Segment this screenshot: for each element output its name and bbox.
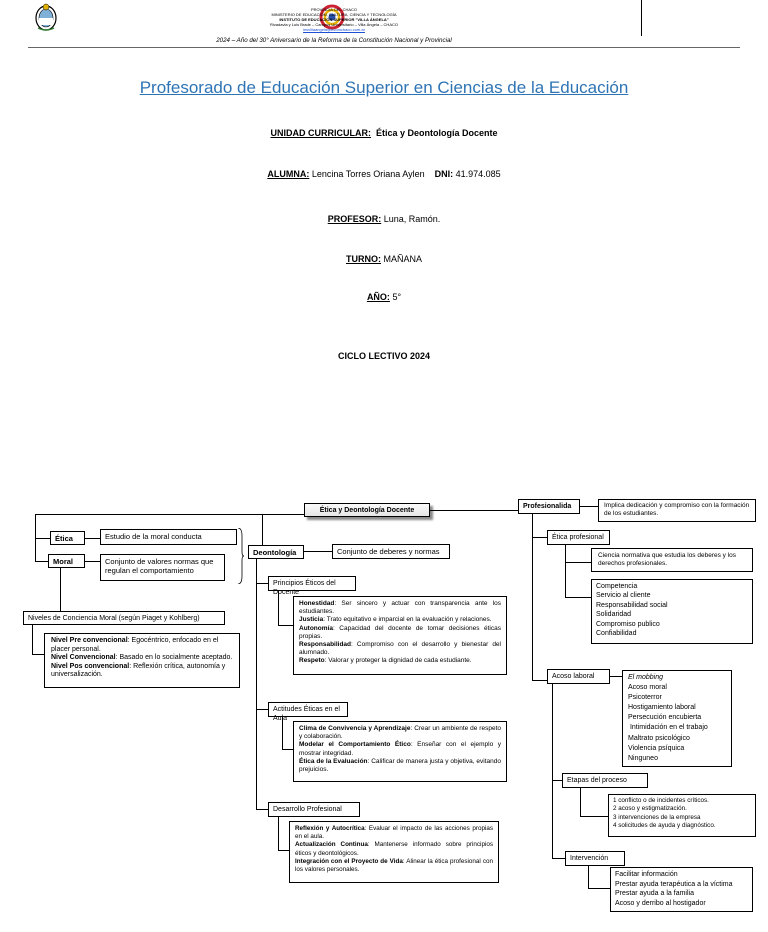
acoso-item: Hostigamiento laboral (628, 704, 696, 712)
acoso-item: Intimidación en el trabajo (628, 724, 708, 732)
etica-prof-item: Confiabilidad (596, 630, 637, 638)
acoso-item: Violencia psíquica (628, 744, 685, 752)
connector (565, 545, 566, 597)
etapas-item: 3 intervenciones de la empresa (613, 813, 701, 821)
acoso-item: Psicoterror (628, 694, 662, 702)
connector (256, 583, 268, 584)
desarrollo-item (295, 825, 493, 841)
principios-term-4: Responsabilidad (299, 641, 352, 649)
etica-prof-item: Servicio al cliente (596, 592, 651, 600)
connector (552, 858, 565, 859)
header-motto: 2024 – Año del 30° Aniversario de la Reforma de la Constitución Nacional y Provincial (216, 37, 452, 44)
principios-item (299, 616, 501, 624)
header-rule (28, 47, 740, 48)
anio-line (0, 292, 768, 302)
connector (278, 850, 289, 851)
acoso-item: Persecución encubierta (628, 714, 702, 722)
principios-node: Principios Éticos del Docente (268, 576, 356, 591)
connector (278, 625, 293, 626)
principios-item (299, 600, 501, 616)
connector (85, 561, 100, 562)
actitudes-item (299, 741, 501, 757)
etapas-item: 4 solicitudes de ayuda y diagnóstico. (613, 821, 716, 829)
desarrollo-term-2: Actualización Continua (295, 841, 368, 849)
desarrollo-node: Desarrollo Profesional (268, 802, 360, 817)
turno-line (0, 254, 768, 264)
connector (304, 551, 332, 552)
principios-text-4: : Compromiso con el desarrollo y bienestar del alumnado. (299, 641, 501, 657)
principios-item (299, 657, 501, 665)
intervencion-item: Prestar ayuda a la familia (615, 890, 694, 898)
principios-term-2: Justicia (299, 616, 324, 624)
niveles-item (51, 654, 233, 663)
etica-prof-item: Compromiso publico (596, 620, 660, 628)
unidad-value: Ética y Deontología Docente (375, 128, 498, 138)
actitudes-text-1: : Crear un ambiente de respeto y colaboración. (299, 725, 501, 741)
actitudes-item (299, 758, 501, 774)
turno-label: TURNO: (345, 254, 381, 264)
intervencion-list (610, 867, 753, 912)
principios-term-1: Honestidad (299, 600, 335, 607)
unidad-label: UNIDAD CURRICULAR: (270, 128, 371, 138)
connector (256, 709, 268, 710)
page-title: Profesorado de Educación Superior en Ciencias de la Educación (139, 78, 629, 97)
connector (552, 780, 562, 781)
desarrollo-text-2: : Mantenerse informado sobre principios éticos y deontológicos. (295, 841, 493, 857)
header-line-1: PROVINCIA DEL CHACO (310, 7, 358, 12)
acoso-item: Acoso moral (628, 684, 667, 692)
header-email-link[interactable]: iesvillaangela@ecomchaco.com.ar (303, 27, 365, 32)
principios-text-5: : Valorar y proteger la dignidad de cada estudiante. (324, 657, 472, 665)
connector (588, 888, 610, 889)
principios-term-5: Respeto (299, 657, 325, 665)
actitudes-term-3: Ética de la Evaluación (299, 757, 368, 765)
anio-label: AÑO: (366, 292, 390, 302)
deontologia-definition: Conjunto de deberes y normas (332, 544, 450, 559)
desarrollo-text-1: : Evaluar el impacto de las acciones propias en el aula. (295, 825, 494, 841)
etapas-item: 1 conflicto o de incidentes críticos. (613, 797, 709, 804)
institution-header (200, 7, 468, 32)
etapas-list (608, 794, 756, 837)
desarrollo-term-1: Reflexión y Autocrítica (295, 825, 365, 832)
principios-text-2: : Trato equitativo e imparcial en la evaluación y relaciones. (323, 616, 492, 624)
alumna-label: ALUMNA: (267, 169, 310, 179)
principios-item (299, 625, 501, 641)
profesionalidad-node: Profesionalida (518, 499, 580, 514)
connector (32, 625, 33, 654)
actitudes-term-2: Modelar el Comportamiento Ético (299, 741, 411, 749)
etica-node: Ética (50, 531, 85, 545)
intervencion-item: Acoso y derribo al hostigador (615, 899, 706, 907)
dni-value: 41.974.085 (455, 169, 501, 179)
connector (532, 680, 547, 681)
province-shield-logo (34, 2, 58, 32)
intervencion-item: Prestar ayuda terapéutica a la víctima (615, 880, 733, 888)
actitudes-text-2: : Enseñar con el ejemplo y mostrar integridad. (299, 741, 501, 757)
header-line-4: Rivadavia y Luis Brade – Campus Universitario – Villa Ángela – CHACO (270, 22, 398, 27)
acoso-item: El mobbing (628, 674, 664, 681)
etica-prof-item: Responsabilidad social (596, 601, 668, 609)
principios-list (293, 596, 507, 675)
niveles-node: Niveles de Conciencia Moral (según Piaget y Kohlberg) (23, 611, 225, 625)
acoso-laboral-node: Acoso laboral (547, 669, 610, 684)
connector (278, 591, 279, 625)
connector (580, 816, 608, 817)
turno-value: MAÑANA (383, 254, 423, 264)
profesionalidad-definition: Implica dedicación y compromiso con la formación de los estudiantes. (598, 499, 756, 522)
connector (532, 537, 547, 538)
acoso-item: Maltrato psicológico (628, 734, 690, 742)
alumna-line (0, 169, 768, 179)
principios-item (299, 641, 501, 657)
ciclo-lectivo: CICLO LECTIVO 2024 (337, 351, 431, 361)
connector (610, 676, 622, 677)
actitudes-node: Actitudes Éticas en el Aula (268, 702, 348, 717)
connector (282, 749, 293, 750)
anio-value: 5° (392, 292, 402, 302)
alumna-value: Lencina Torres Oriana Aylen (311, 169, 425, 179)
connector (35, 538, 50, 539)
moral-node: Moral (48, 554, 85, 568)
connector (565, 597, 591, 598)
connector (35, 514, 304, 515)
niveles-text-3: : Reflexión crítica, autonomía y universalización. (51, 662, 226, 678)
connector (85, 538, 100, 539)
connector (256, 559, 257, 810)
connector (262, 514, 263, 545)
connector (552, 684, 553, 858)
header-line-2: MINISTERIO DE EDUCACIÓN, CULTURA, CIENCIA Y TECNOLOGÍA (271, 12, 397, 17)
header-line-3: INSTITUTO DE EDUCACIÓN SUPERIOR "VILLA ÁNGELA" (279, 17, 389, 22)
profesor-value: Luna, Ramón. (383, 214, 441, 224)
unidad-curricular-line (0, 128, 768, 138)
acoso-laboral-list (622, 670, 732, 767)
niveles-term-3: Nivel Pos convencional (51, 662, 130, 670)
header-separator (641, 0, 642, 36)
principios-term-3: Autonomía (299, 624, 333, 632)
connector (430, 510, 518, 511)
connector (35, 561, 48, 562)
etica-profesional-node: Ética profesional (547, 530, 610, 545)
connector (565, 562, 591, 563)
dni-label: DNI: (434, 169, 454, 179)
connector (580, 506, 598, 507)
map-root-node: Ética y Deontología Docente (304, 503, 430, 517)
niveles-term-2: Nivel Convencional (51, 654, 116, 661)
etica-profesional-definition: Ciencia normativa que estudia los deberes y los derechos profesionales. (591, 548, 753, 572)
niveles-term-1: Nivel Pre convencional (51, 637, 128, 644)
niveles-list (44, 633, 240, 688)
etapas-node: Etapas del proceso (562, 773, 648, 788)
intervencion-item: Facilitar información (615, 871, 678, 878)
connector (60, 568, 61, 612)
connector (32, 654, 44, 655)
etica-prof-item: Competencia (596, 583, 638, 590)
connector (588, 866, 589, 888)
moral-definition: Conjunto de valores normas que regulan el comportamiento (100, 554, 225, 581)
actitudes-term-1: Clima de Convivencia y Aprendizaje (299, 725, 411, 732)
brace-icon (238, 528, 244, 584)
etapas-item: 2 acoso y estigmatización. (613, 805, 687, 813)
intervencion-node: Intervención (565, 851, 625, 866)
connector (256, 809, 268, 810)
deontologia-node: Deontología (248, 545, 304, 559)
desarrollo-item (295, 858, 493, 874)
connector (580, 788, 581, 816)
niveles-text-1: : Egocéntrico, enfocado en el placer personal. (51, 637, 219, 653)
profesor-line (0, 214, 768, 224)
desarrollo-item (295, 841, 493, 857)
actitudes-item (299, 725, 501, 741)
profesor-label: PROFESOR: (327, 214, 382, 224)
principios-text-1: : Ser sincero y actuar con transparencia ante los estudiantes. (299, 600, 501, 616)
desarrollo-term-3: Integración con el Proyecto de Vida (295, 857, 403, 865)
desarrollo-list (289, 821, 499, 883)
etica-profesional-list (591, 579, 753, 644)
connector (278, 817, 279, 850)
connector (532, 514, 533, 680)
niveles-item (51, 663, 233, 680)
actitudes-list (293, 721, 507, 782)
etica-definition: Estudio de la moral conducta (100, 529, 237, 545)
niveles-item (51, 637, 233, 654)
desarrollo-text-3: : Alinear la ética profesional con los valores personales. (295, 857, 493, 874)
connector (282, 717, 283, 749)
acoso-item: Ninguneo (628, 754, 658, 762)
etica-prof-item: Solidaridad (596, 611, 632, 619)
actitudes-text-3: : Calificar de manera justa y objetiva, evitando prejuicios. (299, 757, 501, 774)
principios-text-3: : Capacidad del docente de tomar decisiones éticas propias. (299, 624, 501, 640)
niveles-text-2: : Basado en lo socialmente aceptado. (115, 654, 233, 661)
